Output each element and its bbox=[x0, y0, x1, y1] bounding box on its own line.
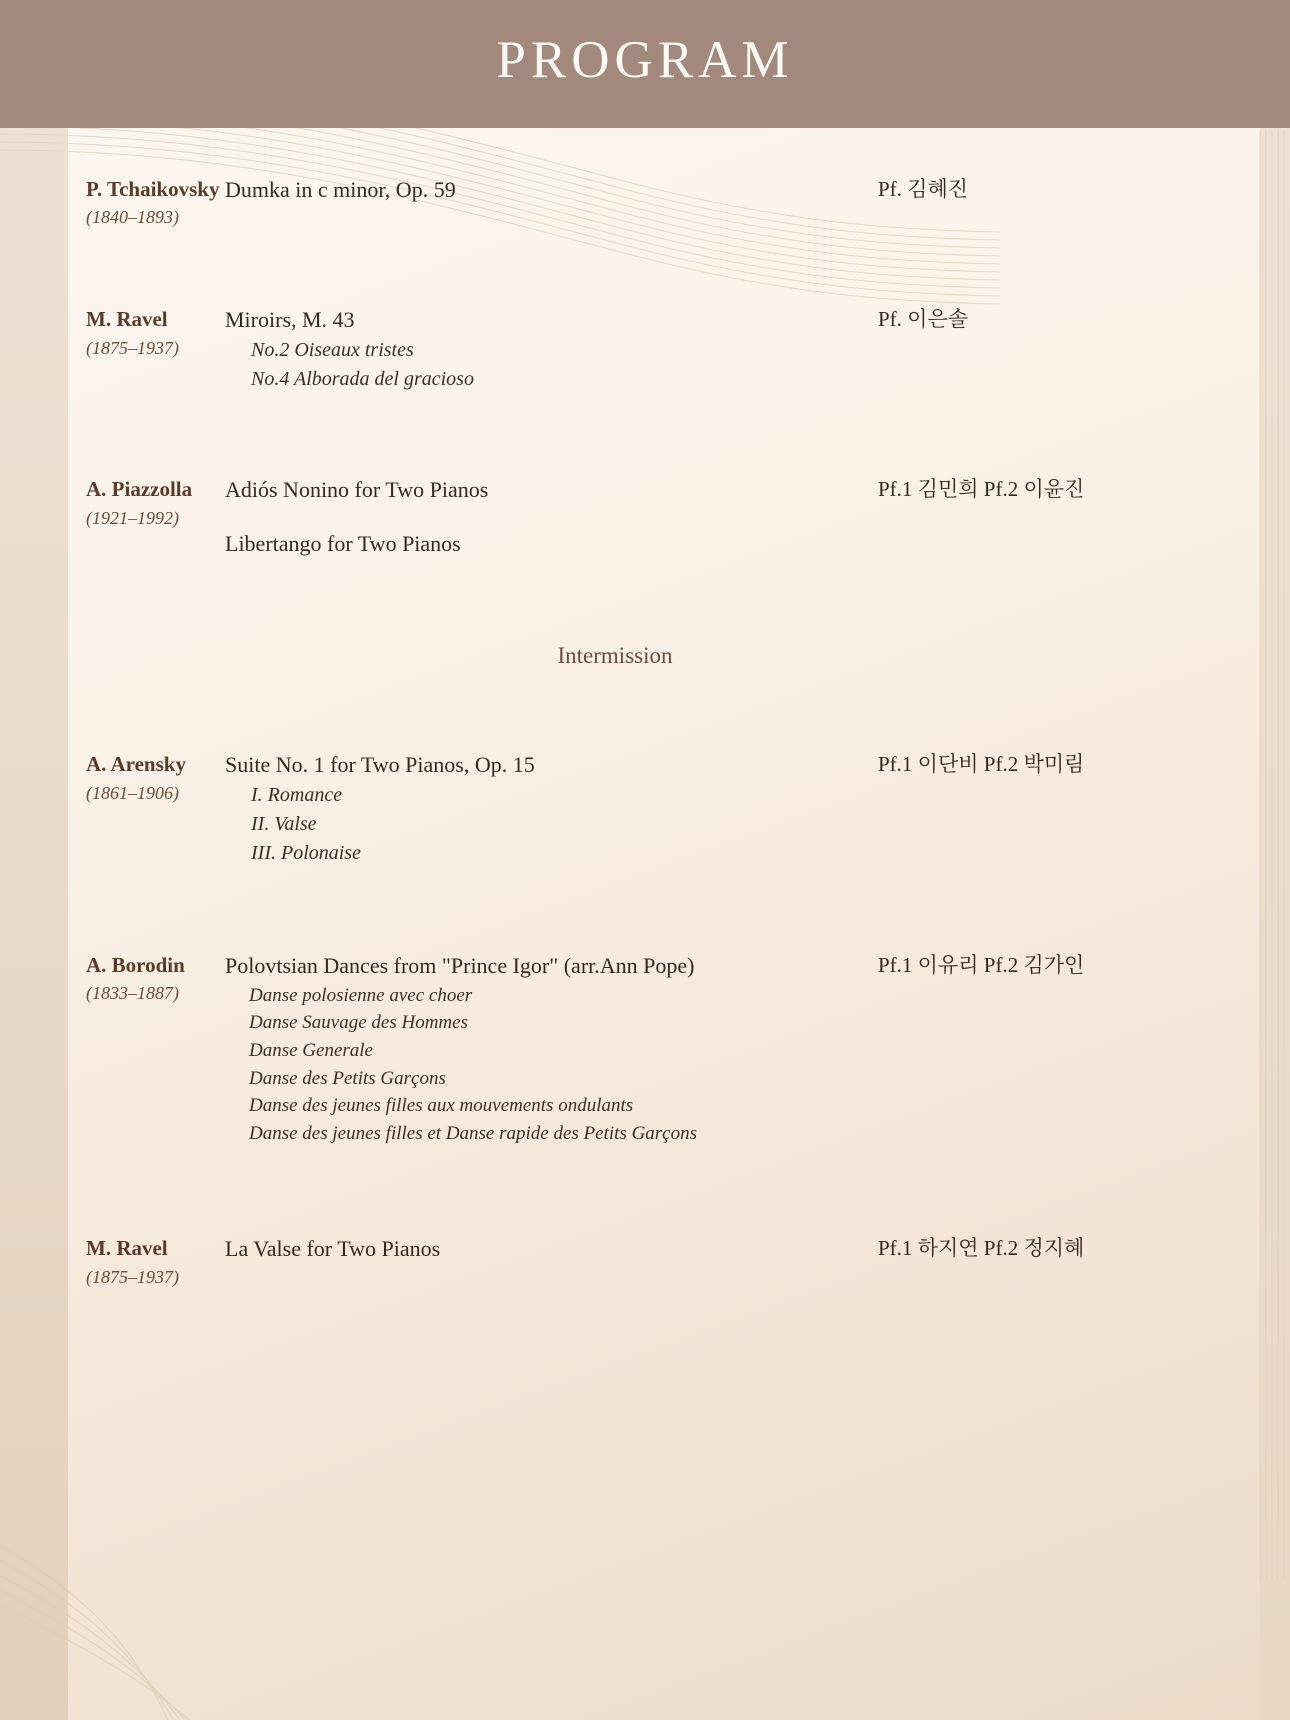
program-item bbox=[0, 474, 1290, 560]
composer-years: (1833–1887) bbox=[86, 983, 179, 1004]
works-block bbox=[225, 174, 870, 231]
work-title: Adiós Nonino for Two Pianos bbox=[225, 477, 489, 503]
intermission-label: Intermission bbox=[557, 643, 673, 669]
work-title: Dumka in c minor, Op. 59 bbox=[225, 177, 456, 202]
page-title: PROGRAM bbox=[496, 31, 794, 89]
composer-years: (1921–1992) bbox=[86, 507, 179, 528]
performer-block bbox=[870, 474, 1290, 560]
composer-name: M. Ravel bbox=[86, 307, 168, 332]
program-content bbox=[0, 128, 1290, 1720]
works-block bbox=[225, 950, 870, 1147]
performer-names: Pf. 김혜진 bbox=[878, 177, 969, 201]
performer-names: Pf.1 이유리 Pf.2 김가인 bbox=[878, 953, 1085, 977]
works-block bbox=[225, 474, 870, 560]
movement-label: Danse Generale bbox=[249, 1039, 373, 1061]
works-block bbox=[225, 1233, 870, 1290]
work-title: Libertango for Two Pianos bbox=[225, 531, 461, 557]
movement-label: No.2 Oiseaux tristes bbox=[251, 339, 414, 362]
movement-label: Danse des jeunes filles et Danse rapide des Petits Garçons bbox=[249, 1122, 698, 1144]
movement-label: III. Polonaise bbox=[251, 842, 361, 864]
performer-names: Pf.1 김민희 Pf.2 이윤진 bbox=[878, 477, 1085, 502]
composer-block bbox=[0, 749, 225, 868]
program-item bbox=[0, 304, 1290, 394]
composer-name: M. Ravel bbox=[86, 1236, 168, 1261]
movement-label: I. Romance bbox=[251, 784, 343, 806]
composer-block bbox=[0, 474, 225, 560]
composer-name: A. Piazzolla bbox=[86, 477, 193, 502]
program-item bbox=[0, 749, 1290, 868]
composer-block bbox=[0, 1233, 225, 1290]
movement-label: Danse Sauvage des Hommes bbox=[249, 1012, 468, 1034]
movement-label: Danse des Petits Garçons bbox=[249, 1067, 446, 1089]
composer-name: A. Arensky bbox=[86, 752, 186, 777]
composer-years: (1861–1906) bbox=[86, 782, 179, 803]
movement-label: No.4 Alborada del gracioso bbox=[251, 368, 474, 391]
performer-names: Pf. 이은솔 bbox=[878, 307, 969, 332]
performer-block bbox=[870, 950, 1290, 1147]
composer-block bbox=[0, 174, 225, 231]
work-title: Polovtsian Dances from "Prince Igor" (arr.Ann Pope) bbox=[225, 953, 695, 978]
movement-label: Danse polosienne avec choer bbox=[249, 984, 473, 1006]
program-item bbox=[0, 1233, 1290, 1290]
composer-years: (1840–1893) bbox=[86, 207, 179, 228]
performer-names: Pf.1 이단비 Pf.2 박미림 bbox=[878, 752, 1085, 777]
composer-name: P. Tchaikovsky bbox=[86, 177, 220, 201]
performer-names: Pf.1 하지연 Pf.2 정지혜 bbox=[878, 1236, 1085, 1261]
composer-block bbox=[0, 304, 225, 394]
movement-label: Danse des jeunes filles aux mouvements ondulants bbox=[249, 1095, 634, 1117]
performer-block bbox=[870, 1233, 1290, 1290]
composer-block bbox=[0, 950, 225, 1147]
composer-name: A. Borodin bbox=[86, 953, 185, 977]
work-title: Miroirs, M. 43 bbox=[225, 307, 355, 333]
work-title: La Valse for Two Pianos bbox=[225, 1236, 441, 1262]
performer-block bbox=[870, 174, 1290, 231]
program-item bbox=[0, 950, 1290, 1147]
work-title: Suite No. 1 for Two Pianos, Op. 15 bbox=[225, 752, 535, 778]
movement-label: II. Valse bbox=[251, 813, 317, 835]
performer-block bbox=[870, 749, 1290, 868]
composer-years: (1875–1937) bbox=[86, 337, 179, 358]
performer-block bbox=[870, 304, 1290, 394]
works-block bbox=[225, 749, 870, 868]
works-block bbox=[225, 304, 870, 394]
composer-years: (1875–1937) bbox=[86, 1266, 179, 1287]
page-header-band bbox=[0, 0, 1290, 128]
spacer bbox=[225, 506, 870, 528]
program-item bbox=[0, 174, 1290, 231]
